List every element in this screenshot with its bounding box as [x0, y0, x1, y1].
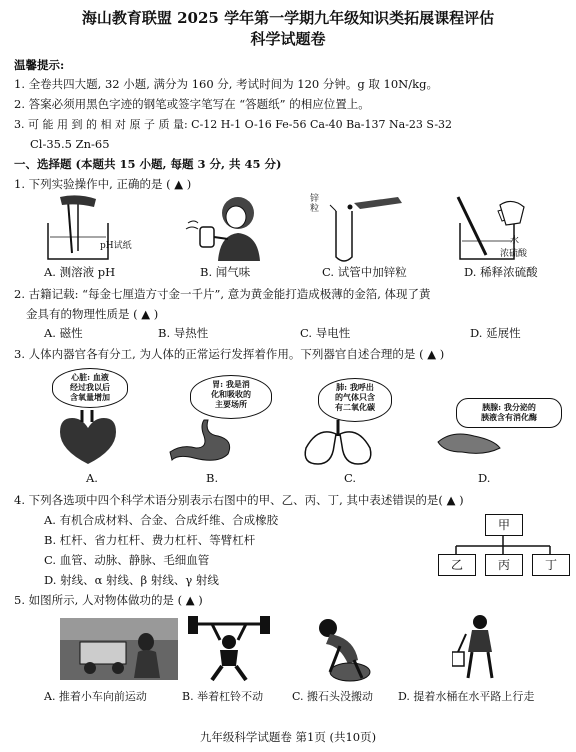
notice-item-3: 3. 可 能 用 到 的 相 对 原 子 质 量: C-12 H-1 O-16 Fe-56 Ca-40 Ba-137 Na-23 S-32 — [14, 118, 453, 131]
q3-label-d: D. — [478, 471, 491, 485]
stomach-icon — [168, 418, 238, 464]
notice-item-1: 1. 全卷共四大题, 32 小题, 满分为 160 分, 考试时间为 120 分钟。g 取 10N/kg。 — [14, 77, 438, 91]
lung-icon — [298, 420, 378, 466]
q5-figure-c — [300, 616, 380, 682]
q5-option-a: A. 推着小车向前运动 — [44, 690, 147, 703]
pancreas-bubble: 胰腺: 我分泌的 胰液含有消化酶 — [456, 398, 562, 428]
q2-option-b: B. 导热性 — [158, 326, 209, 340]
q1-figure-c — [320, 193, 410, 263]
acid-label: 浓硫酸 — [500, 249, 528, 259]
q4-option-b: B. 杠杆、省力杠杆、费力杠杆、等臂杠杆 — [44, 533, 256, 547]
tree-node-yi: 乙 — [438, 554, 476, 576]
q5-figure-a — [60, 618, 178, 680]
q1-option-b: B. 闻气味 — [200, 265, 251, 279]
q3-label-c: C. — [344, 471, 357, 485]
q4-option-c: C. 血管、动脉、静脉、毛细血管 — [44, 553, 210, 567]
q1-stem: 1. 下列实验操作中, 正确的是 ( ▲ ) — [14, 177, 192, 191]
q2-stem-line1: 2. 古籍记载: “每金七厘造方寸金一千片”, 意为黄金能打造成极薄的金箔, 体现了黄 — [14, 287, 431, 301]
tree-node-bing: 丙 — [485, 554, 523, 576]
q2-option-d: D. 延展性 — [470, 326, 521, 340]
notice-item-3-cont: Cl-35.5 Zn-65 — [30, 137, 110, 151]
stomach-bubble: 胃: 我是消 化和吸收的 主要场所 — [190, 375, 272, 419]
q3-label-a: A. — [86, 471, 98, 485]
zinc-label: 锌 粒 — [310, 194, 320, 214]
q1-option-c: C. 试管中加锌粒 — [322, 265, 407, 279]
heart-icon — [52, 410, 124, 466]
q3-label-b: B. — [206, 471, 219, 485]
q5-option-d: D. 提着水桶在水平路上行走 — [398, 690, 535, 703]
ph-paper-label: pH试纸 — [100, 241, 132, 251]
q4-stem: 4. 下列各选项中四个科学术语分别表示右图中的甲、乙、丙、丁, 其中表述错误的是( ▲ ) — [14, 493, 464, 507]
q1-option-d: D. 稀释浓硫酸 — [464, 265, 538, 279]
pancreas-icon — [434, 428, 504, 458]
exam-title-line2: 科学试题卷 — [250, 30, 326, 48]
water-label: 水 — [510, 236, 520, 246]
section-heading: 一、选择题 (本题共 15 小题, 每题 3 分, 共 45 分) — [14, 157, 282, 171]
tree-node-jia: 甲 — [485, 514, 523, 536]
lung-bubble: 肺: 我呼出 的气体只含 有二氧化碳 — [318, 378, 392, 422]
q5-stem: 5. 如图所示, 人对物体做功的是 ( ▲ ) — [14, 593, 203, 607]
q5-option-b: B. 举着杠铃不动 — [182, 690, 264, 703]
page-footer: 九年级科学试题卷 第1页 (共10页) — [199, 730, 377, 744]
q4-option-a: A. 有机合成材料、合金、合成纤维、合成橡胶 — [44, 513, 279, 527]
q3-stem: 3. 人体内器官各有分工, 为人体的正常运行发挥着作用。下列器官自述合理的是 ( ▲ ) — [14, 347, 445, 361]
heart-bubble: 心脏: 血液 经过我以后 含氧量增加 — [52, 368, 128, 408]
q4-option-d: D. 射线、α 射线、β 射线、γ 射线 — [44, 573, 219, 587]
notice-item-2: 2. 答案必须用黑色字迹的钢笔或签字笔写在 “答题纸” 的相应位置上。 — [14, 97, 370, 111]
q5-figure-b — [186, 616, 272, 682]
q5-figure-d — [452, 612, 508, 682]
tree-node-ding: 丁 — [532, 554, 570, 576]
notice-heading: 温馨提示: — [14, 58, 65, 72]
q2-stem-line2: 金具有的物理性质是 ( ▲ ) — [26, 307, 159, 321]
q2-option-a: A. 磁性 — [44, 326, 83, 340]
q1-figure-a — [38, 193, 138, 263]
exam-title-line1: 海山教育联盟 2025 学年第一学期九年级知识类拓展课程评估 — [81, 9, 495, 27]
q1-option-a: A. 测溶液 pH — [44, 265, 116, 279]
q1-figure-b — [180, 193, 270, 263]
q5-option-c: C. 搬石头没搬动 — [292, 690, 374, 703]
q2-option-c: C. 导电性 — [300, 326, 351, 340]
